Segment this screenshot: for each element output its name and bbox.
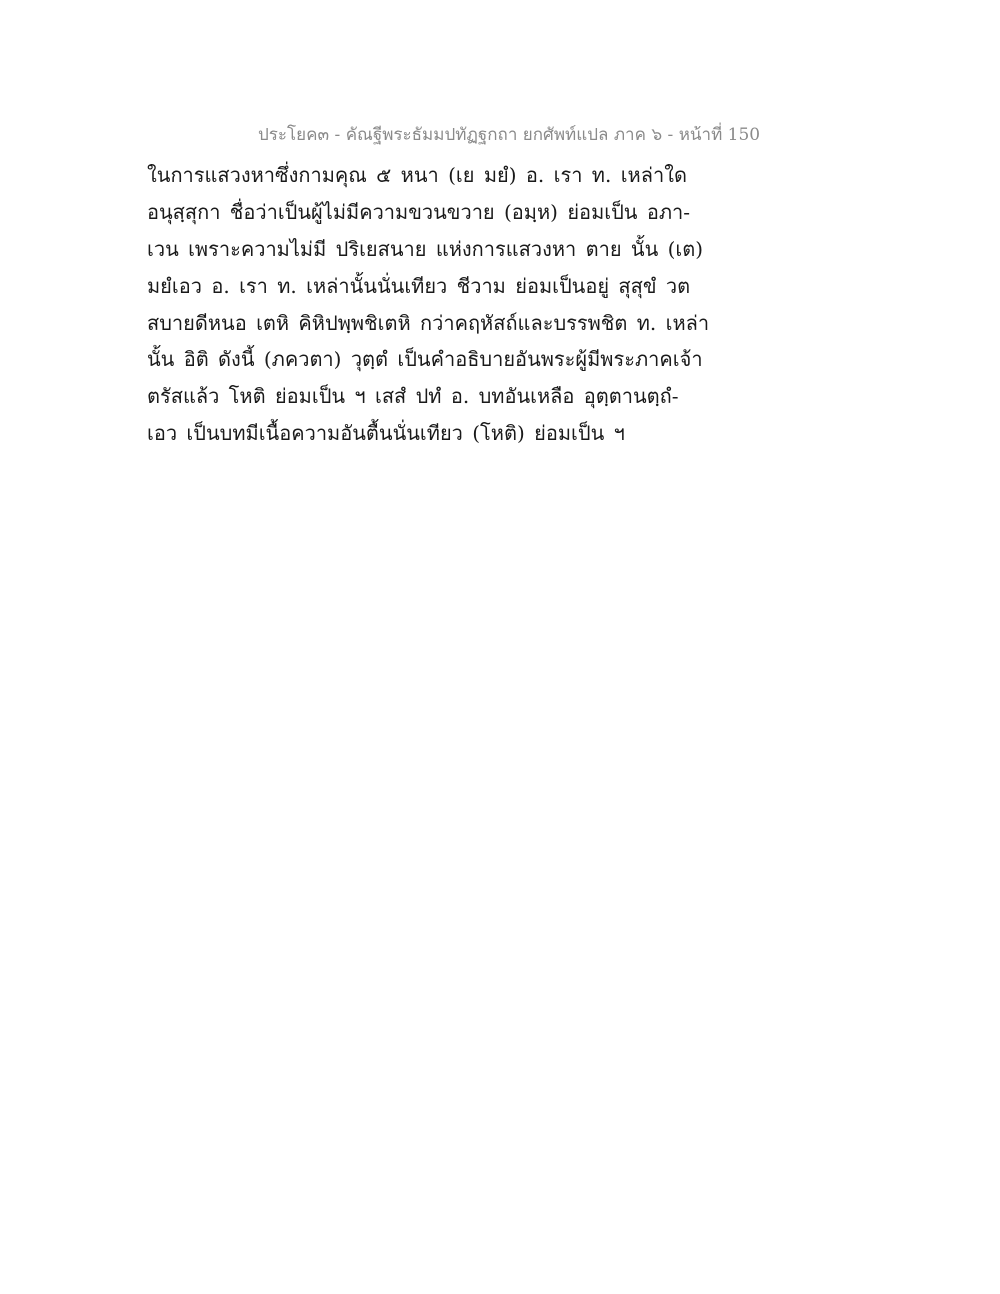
text-line: เวน เพราะความไม่มี ปริเยสนาย แห่งการแสวงหา ตาย นั้น (เต) [147,236,704,261]
text-line: เอว เป็นบทมีเนื้อความอันตื้นนั่นเทียว (โหติ) ย่อมเป็น ฯ [147,421,625,446]
text-line: อนุสฺสุกา ชื่อว่าเป็นผู้ไม่มีความขวนขวาย (อมฺห) ย่อมเป็น อภา- [147,199,690,224]
text-line: ในการแสวงหาซึ่งกามคุณ ๕ หนา (เย มยํ) อ. เรา ท. เหล่าใด [147,163,687,187]
text-line: มยํเอว อ. เรา ท. เหล่านั้นนั่นเทียว ชีวาม ย่อมเป็นอยู่ สุสุขํ วต [147,273,691,298]
text-line: สบายดีหนอ เตหิ คิหิปพฺพชิเตหิ กว่าคฤหัสถ์และบรรพชิต ท. เหล่า [147,310,710,335]
text-line: นั้น อิติ ดังนี้ (ภควตา) วุตฺตํ เป็นคำอธิบายอันพระผู้มีพระภาคเจ้า [147,347,703,372]
page-header: ประโยค๓ - คัณฐีพระธัมมปทัฏฐกถา ยกศัพท์แปล ภาค ๖ - หน้าที่ 150 [258,125,761,145]
body-text [147,157,747,452]
text-line: ตรัสแล้ว โหติ ย่อมเป็น ฯ เสสํ ปทํ อ. บทอันเหลือ อุตฺตานตฺถํ- [147,384,679,409]
